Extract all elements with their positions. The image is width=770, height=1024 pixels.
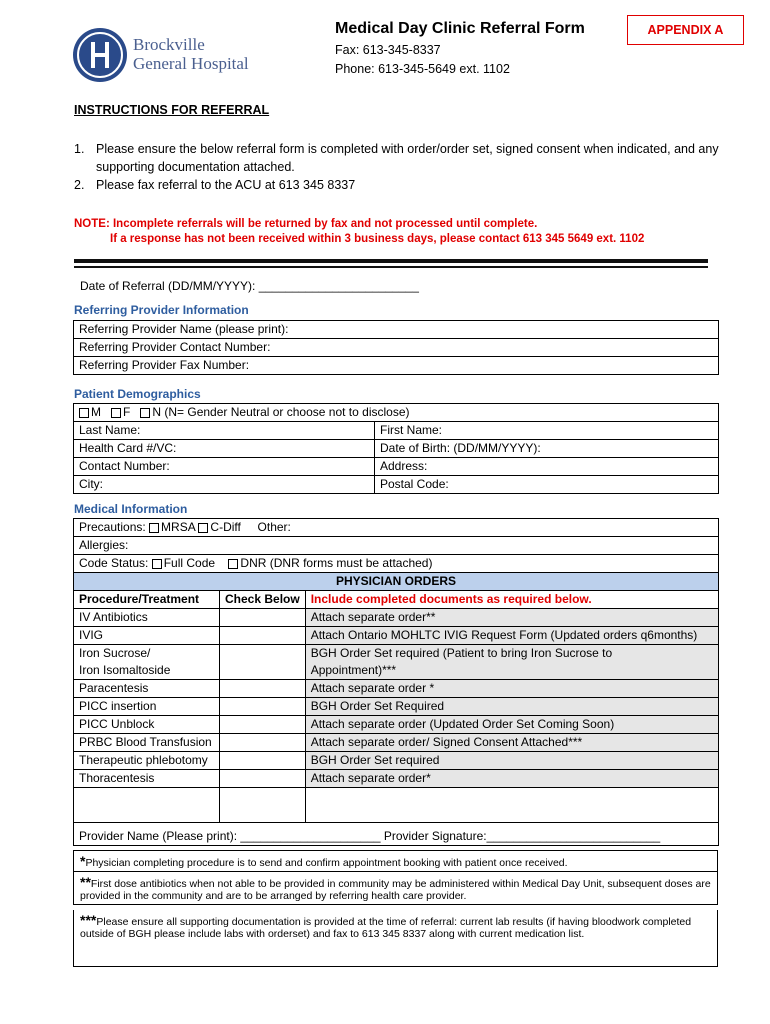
medical-information-heading: Medical Information xyxy=(74,502,188,516)
referring-provider-table xyxy=(73,320,719,375)
precautions-row: Precautions: MRSA C-Diff Other: xyxy=(74,519,719,537)
last-name-field[interactable]: Last Name: xyxy=(74,422,375,440)
table-row: Therapeutic phlebotomy BGH Order Set required xyxy=(74,752,719,770)
table-row: IVIG Attach Ontario MOHLTC IVIG Request Form (Updated orders q6months) xyxy=(74,627,719,645)
check-cell[interactable] xyxy=(220,734,306,752)
table-row: PRBC Blood Transfusion Attach separate order/ Signed Consent Attached*** xyxy=(74,734,719,752)
code-status-row: Code Status: Full Code DNR (DNR forms must be attached) xyxy=(74,555,719,573)
form-title: Medical Day Clinic Referral Form xyxy=(335,20,585,37)
referring-provider-heading: Referring Provider Information xyxy=(74,303,249,317)
referring-name-field[interactable]: Referring Provider Name (please print): xyxy=(74,321,719,339)
check-cell[interactable] xyxy=(220,716,306,734)
hospital-name xyxy=(133,35,249,73)
table-row: Thoracentesis Attach separate order* xyxy=(74,770,719,788)
footnote-2: **First dose antibiotics when not able to be provided in community may be administered within Medical Day Unit, subsequent doses are provided in the community and are to be arranged by referring health care provider. xyxy=(73,872,718,905)
footnote-1: *Physician completing procedure is to send and confirm appointment booking with patient once received. xyxy=(73,850,718,872)
table-row: Iron Isomaltoside Appointment)*** xyxy=(74,662,719,680)
signature-row[interactable]: Provider Name (Please print): _____________________ Provider Signature:__________________________ xyxy=(74,823,719,846)
table-row: Iron Sucrose/ BGH Order Set required (Patient to bring Iron Sucrose to xyxy=(74,645,719,663)
checkbox-icon[interactable] xyxy=(198,523,208,533)
procedure-column-header: Procedure/Treatment xyxy=(74,591,220,609)
postal-code-field[interactable]: Postal Code: xyxy=(375,476,719,494)
divider xyxy=(74,266,708,268)
hospital-logo-icon xyxy=(72,27,128,83)
divider xyxy=(74,259,708,263)
referring-fax-field[interactable]: Referring Provider Fax Number: xyxy=(74,357,719,375)
health-card-field[interactable]: Health Card #/VC: xyxy=(74,440,375,458)
patient-table xyxy=(73,403,719,494)
checkbox-icon[interactable] xyxy=(228,559,238,569)
check-cell[interactable] xyxy=(220,645,306,680)
instruction-item: 1. Please ensure the below referral form is completed with order/order set, signed consent when indicated, and any supporting documentation attached. xyxy=(74,142,719,174)
first-name-field[interactable]: First Name: xyxy=(375,422,719,440)
instruction-item: 2. Please fax referral to the ACU at 613 345 8337 xyxy=(74,178,356,192)
check-cell[interactable] xyxy=(220,627,306,645)
dob-field[interactable]: Date of Birth: (DD/MM/YYYY): xyxy=(375,440,719,458)
checkbox-icon[interactable] xyxy=(152,559,162,569)
check-cell[interactable] xyxy=(220,698,306,716)
fax-number: Fax: 613-345-8337 xyxy=(335,43,441,57)
appendix-badge: APPENDIX A xyxy=(627,15,744,45)
city-field[interactable]: City: xyxy=(74,476,375,494)
instructions-list xyxy=(74,140,754,194)
check-cell[interactable] xyxy=(220,770,306,788)
checkbox-icon[interactable] xyxy=(79,408,89,418)
table-row: Paracentesis Attach separate order * xyxy=(74,680,719,698)
footnote-3: ***Please ensure all supporting documentation is provided at the time of referral: current lab results (if having bloodwork completed outside of BGH please include labs with orderset) and fax to 613 345 8337 along with current medication list. xyxy=(73,910,718,967)
contact-field[interactable]: Contact Number: xyxy=(74,458,375,476)
checkbox-icon[interactable] xyxy=(140,408,150,418)
referring-contact-field[interactable]: Referring Provider Contact Number: xyxy=(74,339,719,357)
checkbox-icon[interactable] xyxy=(149,523,159,533)
check-cell[interactable] xyxy=(220,752,306,770)
checkbox-icon[interactable] xyxy=(111,408,121,418)
table-row: PICC Unblock Attach separate order (Updated Order Set Coming Soon) xyxy=(74,716,719,734)
check-cell[interactable] xyxy=(220,680,306,698)
date-of-referral-field[interactable]: Date of Referral (DD/MM/YYYY): ________________________ xyxy=(80,279,419,293)
physician-orders-heading: PHYSICIAN ORDERS xyxy=(74,573,719,591)
include-column-header: Include completed documents as required below. xyxy=(305,591,718,609)
table-row: IV Antibiotics Attach separate order** xyxy=(74,609,719,627)
check-cell[interactable] xyxy=(220,609,306,627)
hospital-name-line1: Brockville xyxy=(133,35,205,54)
address-field[interactable]: Address: xyxy=(375,458,719,476)
gender-row: M F N (N= Gender Neutral or choose not to disclose) xyxy=(74,404,719,422)
note-line-2: If a response has not been received within 3 business days, please contact 613 345 5649 ext. 1102 xyxy=(110,233,645,245)
note-line-1: NOTE: Incomplete referrals will be returned by fax and not processed until complete. xyxy=(74,218,538,230)
medical-table xyxy=(73,518,719,846)
instructions-heading: INSTRUCTIONS FOR REFERRAL xyxy=(74,103,270,117)
patient-demographics-heading: Patient Demographics xyxy=(74,387,201,401)
check-column-header: Check Below xyxy=(220,591,306,609)
phone-number: Phone: 613-345-5649 ext. 1102 xyxy=(335,62,510,76)
allergies-field[interactable]: Allergies: xyxy=(74,537,719,555)
hospital-name-line2: General Hospital xyxy=(133,54,249,73)
table-row: PICC insertion BGH Order Set Required xyxy=(74,698,719,716)
